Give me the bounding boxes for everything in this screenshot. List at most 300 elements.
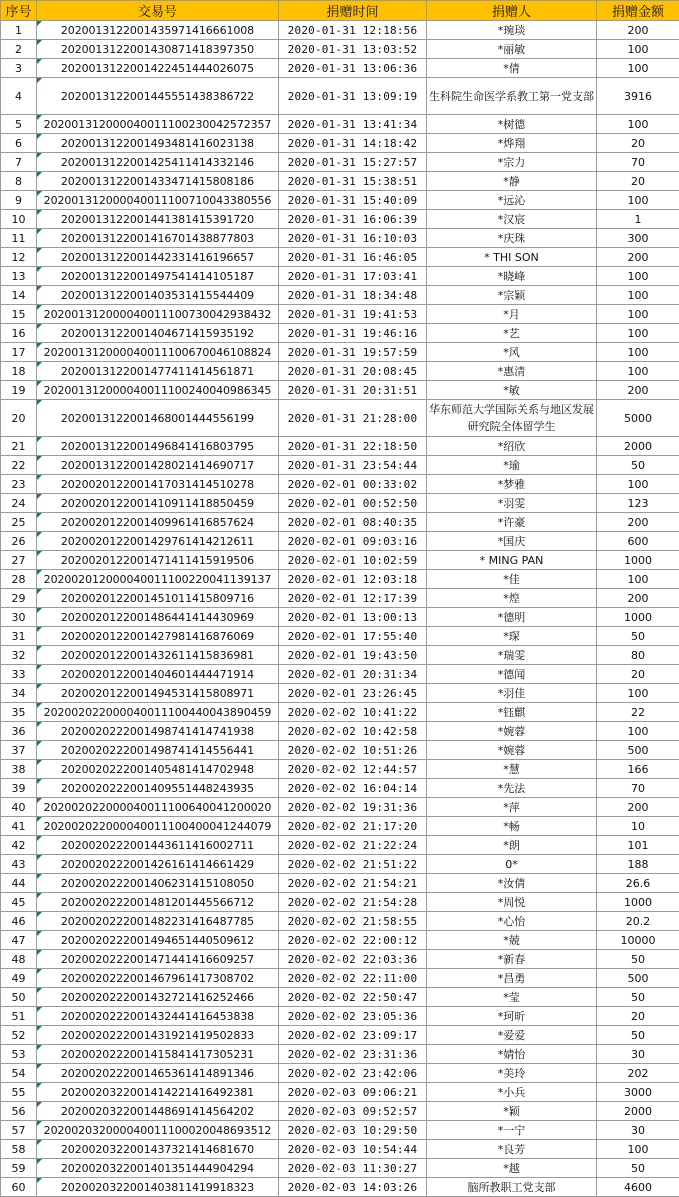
cell-index[interactable]: 25 <box>1 513 37 532</box>
cell-amount[interactable]: 2000 <box>597 1102 679 1121</box>
cell-transaction-id[interactable]: 2020020322001414221416492381 <box>37 1083 279 1102</box>
cell-donor[interactable]: *梦雅 <box>427 475 597 494</box>
cell-amount[interactable]: 100 <box>597 40 679 59</box>
cell-transaction-id[interactable]: 2020020122001404601444471914 <box>37 665 279 684</box>
cell-index[interactable]: 40 <box>1 798 37 817</box>
cell-index[interactable]: 41 <box>1 817 37 836</box>
table-row[interactable] <box>1 343 679 362</box>
cell-transaction-id[interactable]: 202002022000040011100640041200020 <box>37 798 279 817</box>
cell-index[interactable]: 58 <box>1 1140 37 1159</box>
cell-donor[interactable]: *爱爱 <box>427 1026 597 1045</box>
cell-index[interactable]: 37 <box>1 741 37 760</box>
cell-transaction-id[interactable]: 2020020222001415841417305231 <box>37 1045 279 1064</box>
table-row[interactable] <box>1 893 679 912</box>
table-row[interactable] <box>1 684 679 703</box>
cell-donation-time[interactable]: 2020-02-02 16:04:14 <box>279 779 427 798</box>
cell-donation-time[interactable]: 2020-02-01 12:03:18 <box>279 570 427 589</box>
cell-index[interactable]: 52 <box>1 1026 37 1045</box>
cell-transaction-id[interactable]: 2020020322001448691414564202 <box>37 1102 279 1121</box>
cell-transaction-id[interactable]: 2020020122001427981416876069 <box>37 627 279 646</box>
cell-index[interactable]: 51 <box>1 1007 37 1026</box>
table-row[interactable] <box>1 646 679 665</box>
cell-index[interactable]: 13 <box>1 267 37 286</box>
cell-donation-time[interactable]: 2020-01-31 16:46:05 <box>279 248 427 267</box>
cell-donation-time[interactable]: 2020-02-02 10:51:26 <box>279 741 427 760</box>
cell-index[interactable]: 24 <box>1 494 37 513</box>
cell-donor[interactable]: *静 <box>427 172 597 191</box>
cell-transaction-id[interactable]: 2020013122001425411414332146 <box>37 153 279 172</box>
cell-amount[interactable]: 30 <box>597 1121 679 1140</box>
cell-transaction-id[interactable]: 2020013122001433471415808186 <box>37 172 279 191</box>
cell-donation-time[interactable]: 2020-01-31 13:09:19 <box>279 78 427 115</box>
cell-transaction-id[interactable]: 2020013122001497541414105187 <box>37 267 279 286</box>
cell-transaction-id[interactable]: 2020013122001416701438877803 <box>37 229 279 248</box>
cell-amount[interactable]: 10 <box>597 817 679 836</box>
cell-donation-time[interactable]: 2020-02-01 12:17:39 <box>279 589 427 608</box>
cell-donor[interactable]: *新春 <box>427 950 597 969</box>
cell-index[interactable]: 28 <box>1 570 37 589</box>
cell-donor[interactable]: *丽敏 <box>427 40 597 59</box>
cell-donation-time[interactable]: 2020-02-02 19:31:36 <box>279 798 427 817</box>
table-row[interactable] <box>1 59 679 78</box>
table-row[interactable] <box>1 248 679 267</box>
cell-index[interactable]: 50 <box>1 988 37 1007</box>
table-row[interactable] <box>1 798 679 817</box>
cell-transaction-id[interactable]: 2020020222001432441416453838 <box>37 1007 279 1026</box>
cell-donor[interactable]: *树德 <box>427 115 597 134</box>
cell-index[interactable]: 48 <box>1 950 37 969</box>
cell-amount[interactable]: 100 <box>597 362 679 381</box>
cell-index[interactable]: 35 <box>1 703 37 722</box>
cell-amount[interactable]: 10000 <box>597 931 679 950</box>
cell-amount[interactable]: 1 <box>597 210 679 229</box>
cell-amount[interactable]: 100 <box>597 722 679 741</box>
cell-index[interactable]: 45 <box>1 893 37 912</box>
cell-donation-time[interactable]: 2020-02-01 09:03:16 <box>279 532 427 551</box>
cell-index[interactable]: 27 <box>1 551 37 570</box>
table-row[interactable] <box>1 115 679 134</box>
cell-amount[interactable]: 50 <box>597 950 679 969</box>
cell-donation-time[interactable]: 2020-01-31 20:08:45 <box>279 362 427 381</box>
table-row[interactable] <box>1 172 679 191</box>
cell-index[interactable]: 20 <box>1 400 37 437</box>
cell-donation-time[interactable]: 2020-02-01 13:00:13 <box>279 608 427 627</box>
cell-donor[interactable]: 0* <box>427 855 597 874</box>
cell-index[interactable]: 55 <box>1 1083 37 1102</box>
cell-index[interactable]: 10 <box>1 210 37 229</box>
table-row[interactable] <box>1 589 679 608</box>
cell-amount[interactable]: 100 <box>597 305 679 324</box>
cell-transaction-id[interactable]: 2020013122001477411414561871 <box>37 362 279 381</box>
table-row[interactable] <box>1 400 679 437</box>
cell-index[interactable]: 54 <box>1 1064 37 1083</box>
cell-amount[interactable]: 100 <box>597 59 679 78</box>
cell-donor[interactable]: *佳 <box>427 570 597 589</box>
cell-donor[interactable]: *敏 <box>427 381 597 400</box>
table-row[interactable] <box>1 191 679 210</box>
cell-donation-time[interactable]: 2020-01-31 19:57:59 <box>279 343 427 362</box>
cell-transaction-id[interactable]: 2020013122001430871418397350 <box>37 40 279 59</box>
cell-donor[interactable]: *瑜 <box>427 456 597 475</box>
table-row[interactable] <box>1 1045 679 1064</box>
cell-donor[interactable]: *德明 <box>427 608 597 627</box>
table-row[interactable] <box>1 1140 679 1159</box>
cell-index[interactable]: 6 <box>1 134 37 153</box>
table-row[interactable] <box>1 210 679 229</box>
cell-amount[interactable]: 1000 <box>597 608 679 627</box>
cell-amount[interactable]: 20 <box>597 665 679 684</box>
table-row[interactable] <box>1 627 679 646</box>
cell-transaction-id[interactable]: 2020013122001435971416661008 <box>37 21 279 40</box>
table-row[interactable] <box>1 437 679 456</box>
cell-transaction-id[interactable]: 202002032000040011100020048693512 <box>37 1121 279 1140</box>
cell-index[interactable]: 59 <box>1 1159 37 1178</box>
cell-amount[interactable]: 200 <box>597 589 679 608</box>
table-row[interactable] <box>1 551 679 570</box>
table-row[interactable] <box>1 912 679 931</box>
cell-donation-time[interactable]: 2020-02-01 23:26:45 <box>279 684 427 703</box>
cell-transaction-id[interactable]: 2020020122001471411415919506 <box>37 551 279 570</box>
cell-amount[interactable]: 200 <box>597 798 679 817</box>
cell-index[interactable]: 43 <box>1 855 37 874</box>
cell-donor[interactable]: *莹 <box>427 988 597 1007</box>
cell-index[interactable]: 44 <box>1 874 37 893</box>
col-header-donor[interactable]: 捐赠人 <box>427 1 597 21</box>
cell-transaction-id[interactable]: 2020013122001442331416196657 <box>37 248 279 267</box>
cell-donation-time[interactable]: 2020-01-31 15:38:51 <box>279 172 427 191</box>
cell-donor[interactable]: *宗力 <box>427 153 597 172</box>
cell-amount[interactable]: 22 <box>597 703 679 722</box>
cell-index[interactable]: 36 <box>1 722 37 741</box>
cell-amount[interactable]: 50 <box>597 1159 679 1178</box>
cell-index[interactable]: 15 <box>1 305 37 324</box>
cell-transaction-id[interactable]: 2020020122001494531415808971 <box>37 684 279 703</box>
cell-donation-time[interactable]: 2020-02-02 21:22:24 <box>279 836 427 855</box>
table-row[interactable] <box>1 362 679 381</box>
col-header-donation-time[interactable]: 捐赠时间 <box>279 1 427 21</box>
cell-amount[interactable]: 200 <box>597 21 679 40</box>
cell-transaction-id[interactable]: 2020020222001498741414556441 <box>37 741 279 760</box>
cell-index[interactable]: 33 <box>1 665 37 684</box>
cell-donation-time[interactable]: 2020-01-31 18:34:48 <box>279 286 427 305</box>
table-row[interactable] <box>1 855 679 874</box>
cell-donor[interactable]: *婉蓉 <box>427 722 597 741</box>
cell-amount[interactable]: 70 <box>597 779 679 798</box>
table-row[interactable] <box>1 1102 679 1121</box>
cell-donor[interactable]: *艺 <box>427 324 597 343</box>
cell-transaction-id[interactable]: 2020020222001405481414702948 <box>37 760 279 779</box>
cell-index[interactable]: 5 <box>1 115 37 134</box>
cell-transaction-id[interactable]: 2020013122001496841416803795 <box>37 437 279 456</box>
cell-donor[interactable]: *德闻 <box>427 665 597 684</box>
cell-donation-time[interactable]: 2020-01-31 13:41:34 <box>279 115 427 134</box>
table-row[interactable] <box>1 153 679 172</box>
cell-transaction-id[interactable]: 2020020222001465361414891346 <box>37 1064 279 1083</box>
table-row[interactable] <box>1 1007 679 1026</box>
cell-donation-time[interactable]: 2020-01-31 12:18:56 <box>279 21 427 40</box>
cell-donor[interactable]: * MING PAN <box>427 551 597 570</box>
cell-amount[interactable]: 1000 <box>597 551 679 570</box>
cell-transaction-id[interactable]: 2020020122001417031414510278 <box>37 475 279 494</box>
cell-index[interactable]: 23 <box>1 475 37 494</box>
cell-amount[interactable]: 3000 <box>597 1083 679 1102</box>
cell-donation-time[interactable]: 2020-01-31 14:18:42 <box>279 134 427 153</box>
cell-donor[interactable]: *琬琰 <box>427 21 597 40</box>
cell-amount[interactable]: 70 <box>597 153 679 172</box>
cell-donor[interactable]: *兢 <box>427 931 597 950</box>
cell-donation-time[interactable]: 2020-01-31 16:10:03 <box>279 229 427 248</box>
cell-donation-time[interactable]: 2020-01-31 21:28:00 <box>279 400 427 437</box>
table-row[interactable] <box>1 779 679 798</box>
cell-donation-time[interactable]: 2020-02-02 12:44:57 <box>279 760 427 779</box>
cell-transaction-id[interactable]: 2020013122001493481416023138 <box>37 134 279 153</box>
table-row[interactable] <box>1 874 679 893</box>
cell-index[interactable]: 57 <box>1 1121 37 1140</box>
cell-amount[interactable]: 20.2 <box>597 912 679 931</box>
table-row[interactable] <box>1 608 679 627</box>
cell-index[interactable]: 16 <box>1 324 37 343</box>
cell-donation-time[interactable]: 2020-01-31 16:06:39 <box>279 210 427 229</box>
cell-donation-time[interactable]: 2020-02-02 21:54:28 <box>279 893 427 912</box>
cell-transaction-id[interactable]: 202001312000040011100710043380556 <box>37 191 279 210</box>
cell-amount[interactable]: 100 <box>597 324 679 343</box>
cell-transaction-id[interactable]: 2020013122001428021414690717 <box>37 456 279 475</box>
cell-donation-time[interactable]: 2020-02-03 09:06:21 <box>279 1083 427 1102</box>
cell-donor[interactable]: *美玲 <box>427 1064 597 1083</box>
cell-amount[interactable]: 200 <box>597 513 679 532</box>
cell-donation-time[interactable]: 2020-02-03 11:30:27 <box>279 1159 427 1178</box>
table-row[interactable] <box>1 1121 679 1140</box>
cell-index[interactable]: 60 <box>1 1178 37 1197</box>
cell-donor[interactable]: *一宁 <box>427 1121 597 1140</box>
cell-amount[interactable]: 202 <box>597 1064 679 1083</box>
cell-transaction-id[interactable]: 2020020222001406231415108050 <box>37 874 279 893</box>
cell-index[interactable]: 12 <box>1 248 37 267</box>
cell-donation-time[interactable]: 2020-01-31 13:03:52 <box>279 40 427 59</box>
cell-donor[interactable]: *颖 <box>427 1102 597 1121</box>
cell-transaction-id[interactable]: 2020013122001422451444026075 <box>37 59 279 78</box>
table-row[interactable] <box>1 741 679 760</box>
cell-amount[interactable]: 100 <box>597 286 679 305</box>
cell-donation-time[interactable]: 2020-01-31 19:46:16 <box>279 324 427 343</box>
cell-index[interactable]: 8 <box>1 172 37 191</box>
table-row[interactable] <box>1 456 679 475</box>
table-row[interactable] <box>1 950 679 969</box>
cell-transaction-id[interactable]: 202001312000040011100230042572357 <box>37 115 279 134</box>
cell-donor[interactable]: *羽雯 <box>427 494 597 513</box>
cell-donor[interactable]: *宗颖 <box>427 286 597 305</box>
cell-donor[interactable]: 华东师范大学国际关系与地区发展研究院全体留学生 <box>427 400 597 437</box>
cell-donation-time[interactable]: 2020-01-31 23:54:44 <box>279 456 427 475</box>
cell-donation-time[interactable]: 2020-02-03 09:52:57 <box>279 1102 427 1121</box>
cell-amount[interactable]: 20 <box>597 172 679 191</box>
cell-amount[interactable]: 30 <box>597 1045 679 1064</box>
cell-donor[interactable]: *慧 <box>427 760 597 779</box>
cell-index[interactable]: 21 <box>1 437 37 456</box>
table-row[interactable] <box>1 1026 679 1045</box>
cell-transaction-id[interactable]: 202001312000040011100730042938432 <box>37 305 279 324</box>
cell-index[interactable]: 39 <box>1 779 37 798</box>
cell-index[interactable]: 3 <box>1 59 37 78</box>
cell-donor[interactable]: *许豪 <box>427 513 597 532</box>
cell-transaction-id[interactable]: 2020020222001494651440509612 <box>37 931 279 950</box>
table-row[interactable] <box>1 381 679 400</box>
table-row[interactable] <box>1 21 679 40</box>
cell-index[interactable]: 29 <box>1 589 37 608</box>
cell-donor[interactable]: *良芳 <box>427 1140 597 1159</box>
cell-donor[interactable]: *婉蓉 <box>427 741 597 760</box>
cell-donor[interactable]: *心怡 <box>427 912 597 931</box>
cell-amount[interactable]: 100 <box>597 1140 679 1159</box>
cell-donation-time[interactable]: 2020-02-02 23:31:36 <box>279 1045 427 1064</box>
table-row[interactable] <box>1 570 679 589</box>
cell-donation-time[interactable]: 2020-01-31 15:40:09 <box>279 191 427 210</box>
table-row[interactable] <box>1 78 679 115</box>
cell-index[interactable]: 42 <box>1 836 37 855</box>
cell-donor[interactable]: *婧怡 <box>427 1045 597 1064</box>
cell-donation-time[interactable]: 2020-02-01 10:02:59 <box>279 551 427 570</box>
cell-index[interactable]: 46 <box>1 912 37 931</box>
table-row[interactable] <box>1 836 679 855</box>
cell-donor[interactable]: *汉宸 <box>427 210 597 229</box>
cell-index[interactable]: 30 <box>1 608 37 627</box>
cell-donor[interactable]: *晓峰 <box>427 267 597 286</box>
cell-transaction-id[interactable]: 202002022000040011100440043890459 <box>37 703 279 722</box>
cell-donation-time[interactable]: 2020-02-02 23:05:36 <box>279 1007 427 1026</box>
table-row[interactable] <box>1 324 679 343</box>
cell-donation-time[interactable]: 2020-01-31 17:03:41 <box>279 267 427 286</box>
cell-amount[interactable]: 101 <box>597 836 679 855</box>
cell-donor[interactable]: *煌 <box>427 589 597 608</box>
table-row[interactable] <box>1 665 679 684</box>
cell-donation-time[interactable]: 2020-01-31 15:27:57 <box>279 153 427 172</box>
cell-transaction-id[interactable]: 2020013122001404671415935192 <box>37 324 279 343</box>
cell-amount[interactable]: 123 <box>597 494 679 513</box>
table-row[interactable] <box>1 494 679 513</box>
cell-index[interactable]: 14 <box>1 286 37 305</box>
cell-index[interactable]: 31 <box>1 627 37 646</box>
cell-amount[interactable]: 100 <box>597 684 679 703</box>
cell-index[interactable]: 22 <box>1 456 37 475</box>
cell-donation-time[interactable]: 2020-01-31 22:18:50 <box>279 437 427 456</box>
cell-donor[interactable]: * THI SON <box>427 248 597 267</box>
col-header-index[interactable]: 序号 <box>1 1 37 21</box>
cell-donation-time[interactable]: 2020-02-02 10:41:22 <box>279 703 427 722</box>
cell-donation-time[interactable]: 2020-01-31 20:31:51 <box>279 381 427 400</box>
cell-donation-time[interactable]: 2020-02-02 23:09:17 <box>279 1026 427 1045</box>
cell-transaction-id[interactable]: 2020020222001431921419502833 <box>37 1026 279 1045</box>
cell-amount[interactable]: 20 <box>597 134 679 153</box>
cell-transaction-id[interactable]: 202002012000040011100220041139137 <box>37 570 279 589</box>
cell-donation-time[interactable]: 2020-02-01 08:40:35 <box>279 513 427 532</box>
cell-transaction-id[interactable]: 2020020222001432721416252466 <box>37 988 279 1007</box>
cell-donor[interactable]: 脑所教职工党支部 <box>427 1178 597 1197</box>
table-row[interactable] <box>1 931 679 950</box>
cell-amount[interactable]: 80 <box>597 646 679 665</box>
cell-index[interactable]: 4 <box>1 78 37 115</box>
cell-transaction-id[interactable]: 2020020322001403811419918323 <box>37 1178 279 1197</box>
cell-donation-time[interactable]: 2020-02-01 17:55:40 <box>279 627 427 646</box>
cell-donor[interactable]: *钰麒 <box>427 703 597 722</box>
cell-donation-time[interactable]: 2020-02-02 10:42:58 <box>279 722 427 741</box>
table-row[interactable] <box>1 817 679 836</box>
cell-amount[interactable]: 5000 <box>597 400 679 437</box>
cell-amount[interactable]: 500 <box>597 969 679 988</box>
table-row[interactable] <box>1 969 679 988</box>
cell-donor[interactable]: *畅 <box>427 817 597 836</box>
cell-amount[interactable]: 500 <box>597 741 679 760</box>
cell-transaction-id[interactable]: 2020020222001471441416609257 <box>37 950 279 969</box>
table-row[interactable] <box>1 286 679 305</box>
cell-donation-time[interactable]: 2020-02-02 21:54:21 <box>279 874 427 893</box>
cell-donation-time[interactable]: 2020-02-02 23:42:06 <box>279 1064 427 1083</box>
cell-transaction-id[interactable]: 202001312000040011100240040986345 <box>37 381 279 400</box>
table-row[interactable] <box>1 1083 679 1102</box>
cell-transaction-id[interactable]: 2020020222001482231416487785 <box>37 912 279 931</box>
cell-donation-time[interactable]: 2020-02-01 19:43:50 <box>279 646 427 665</box>
cell-donation-time[interactable]: 2020-02-02 21:51:22 <box>279 855 427 874</box>
cell-donation-time[interactable]: 2020-02-03 10:29:50 <box>279 1121 427 1140</box>
cell-donation-time[interactable]: 2020-02-02 22:50:47 <box>279 988 427 1007</box>
cell-amount[interactable]: 200 <box>597 248 679 267</box>
cell-transaction-id[interactable]: 2020020322001401351444904294 <box>37 1159 279 1178</box>
cell-amount[interactable]: 50 <box>597 1026 679 1045</box>
cell-amount[interactable]: 100 <box>597 191 679 210</box>
cell-donor[interactable]: *萍 <box>427 798 597 817</box>
cell-donor[interactable]: *倩 <box>427 59 597 78</box>
cell-donor[interactable]: *惠清 <box>427 362 597 381</box>
cell-amount[interactable]: 166 <box>597 760 679 779</box>
table-row[interactable] <box>1 40 679 59</box>
cell-donation-time[interactable]: 2020-02-02 22:11:00 <box>279 969 427 988</box>
cell-donation-time[interactable]: 2020-02-02 21:58:55 <box>279 912 427 931</box>
cell-amount[interactable]: 300 <box>597 229 679 248</box>
cell-amount[interactable]: 26.6 <box>597 874 679 893</box>
cell-index[interactable]: 7 <box>1 153 37 172</box>
cell-amount[interactable]: 100 <box>597 570 679 589</box>
cell-amount[interactable]: 600 <box>597 532 679 551</box>
cell-amount[interactable]: 200 <box>597 381 679 400</box>
table-row[interactable] <box>1 267 679 286</box>
cell-transaction-id[interactable]: 2020020222001481201445566712 <box>37 893 279 912</box>
cell-transaction-id[interactable]: 2020020322001437321414681670 <box>37 1140 279 1159</box>
cell-index[interactable]: 34 <box>1 684 37 703</box>
cell-donation-time[interactable]: 2020-02-03 14:03:26 <box>279 1178 427 1197</box>
cell-donation-time[interactable]: 2020-01-31 19:41:53 <box>279 305 427 324</box>
cell-donation-time[interactable]: 2020-02-02 22:03:36 <box>279 950 427 969</box>
table-row[interactable] <box>1 722 679 741</box>
cell-amount[interactable]: 4600 <box>597 1178 679 1197</box>
cell-index[interactable]: 38 <box>1 760 37 779</box>
cell-index[interactable]: 56 <box>1 1102 37 1121</box>
cell-amount[interactable]: 2000 <box>597 437 679 456</box>
cell-donor[interactable]: *琛 <box>427 627 597 646</box>
table-row[interactable] <box>1 760 679 779</box>
cell-index[interactable]: 17 <box>1 343 37 362</box>
cell-donor[interactable]: *周悦 <box>427 893 597 912</box>
cell-donor[interactable]: *珂昕 <box>427 1007 597 1026</box>
cell-amount[interactable]: 3916 <box>597 78 679 115</box>
cell-index[interactable]: 47 <box>1 931 37 950</box>
table-row[interactable] <box>1 134 679 153</box>
table-row[interactable] <box>1 1159 679 1178</box>
cell-donation-time[interactable]: 2020-02-01 00:52:50 <box>279 494 427 513</box>
cell-donor[interactable]: *汝倩 <box>427 874 597 893</box>
cell-amount[interactable]: 100 <box>597 115 679 134</box>
cell-donor[interactable]: *风 <box>427 343 597 362</box>
cell-amount[interactable]: 100 <box>597 267 679 286</box>
cell-transaction-id[interactable]: 2020013122001445551438386722 <box>37 78 279 115</box>
